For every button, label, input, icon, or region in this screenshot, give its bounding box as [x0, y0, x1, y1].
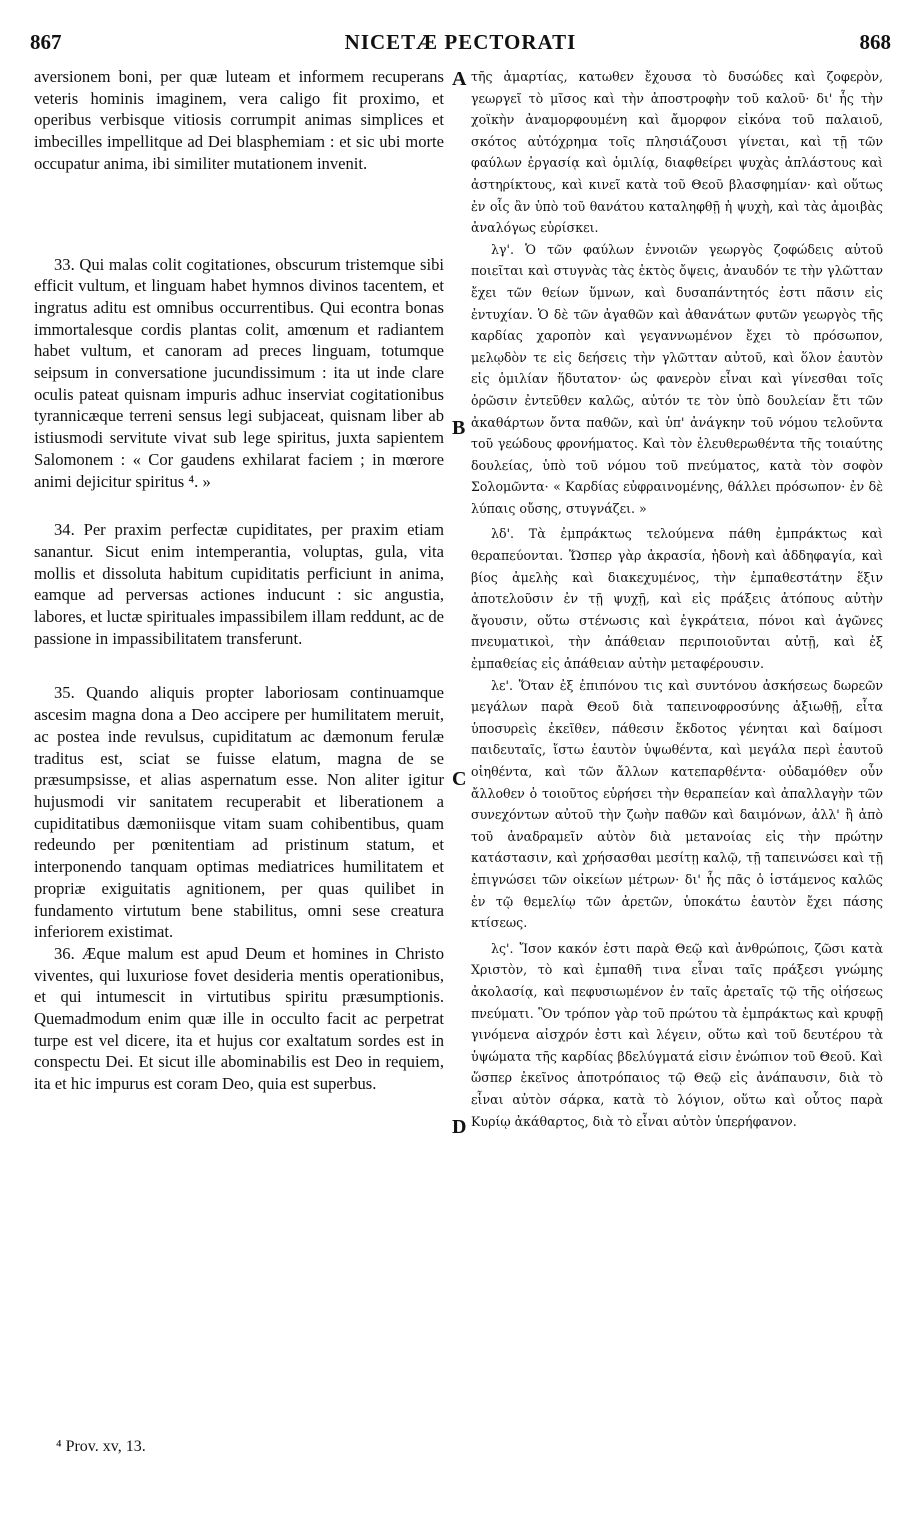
page-number-left: 867 — [30, 30, 62, 54]
margin-letter-c: C — [452, 768, 467, 790]
greek-paragraph-34: λδ'. Τὰ ἐμπράκτως τελούμενα πάθη ἐμπράκτως καὶ θεραπεύονται. Ὥσπερ γὰρ ἀκρασία, ἡδονὴ καὶ ἀδδηφαγία, καὶ βίος ἀμελὴς καὶ διακεχυμένος, τὴν ἐμπαθεστάτην ἕξιν ἀποτελοῦσιν ἐν τῇ ψυχῇ, καὶ εἰς πράξεις ἀτόπους αὐτὴν ἄγουσιν, οὕτω στένωσις καὶ ἐγκράτεια, πόνοι καὶ ἀγῶνες πνευματικοὶ, τὴν ἀπάθειαν περιποιοῦνται αὐτῇ, καὶ ἐξ ἐμπαθείας εἰς ἀπάθειαν αὐτὴν μεταφέρουσιν. — [471, 526, 883, 672]
margin-letter-d: D — [452, 1116, 467, 1138]
running-title: NICETÆ PECTORATI — [344, 30, 577, 54]
greek-paragraph-intro: τῆς ἁμαρτίας, κατωθεν ἔχουσα τὸ δυσώδες καὶ ζοφερὸν, γεωργεῖ τὸ μῖσος καὶ τὴν ἀποστροφὴν τοῦ καλοῦ· δι' ἧς τὴν χοϊκὴν ἀναμορφουμένη καὶ ἄμορφον εἰκόνα τοῦ παλαιοῦ, σκότος αὐτόχρημα τοῖς πλησιάζουσι γίνεται, καὶ τῇ τῶν φαύλων ἐργασίᾳ καὶ ὁμιλίᾳ, διαφθείρει ψυχὰς ἀπλάστους καὶ ἀστηρίκτους, καὶ κινεῖ κατὰ τοῦ Θεοῦ βλασφημίαν· καὶ οὕτως ἐν οἷς ἂν ὑπὸ τοῦ θανάτου καταληφθῇ ἡ ψυχὴ, καὶ τὰς ἀμοιβὰς ἀναλόγως εὑρίσκει. — [471, 69, 883, 236]
latin-paragraph-35: 35. Quando aliquis propter laboriosam continuamque ascesim magna dona a Deo accipere per humilitatem meruit, ac postea inde revulsus, cupiditatum ac dæmonum ferulæ traditus est, sciat se fuisse elatum, magna de se præsumpsisse, et alias aspernatum esse. Non aliter igitur hujusmodi vir sanitatem recuperabit et liberationem a cupiditatibus dæmoniisque vitam suam cohibentibus, quam redeundo per pœnitentiam ad pristinum statum, et interponendo tanquam optimas mediatrices humilitatem et propriæ exiguitatis agnitionem, per quas quilibet in fundamento virtutum bene stabilitus, omni sese creatura inferiorem existimat. — [34, 683, 444, 942]
greek-paragraph-33: λγ'. Ὁ τῶν φαύλων ἐννοιῶν γεωργὸς ζοφώδεις αὑτοῦ ποιεῖται καὶ στυγνὰς τὰς ἐκτὸς ὄψεις, ἀναυδόν τε τὴν γλῶτταν ἔχει τῶν θείων ὕμνων, καὶ δυσαπάντητός ἐστι πᾶσιν εἰς ἐντυχίαν. Ὁ δὲ τῶν ἀγαθῶν καὶ ἀθανάτων φυτῶν γεωργὸς τῆς καρδίας χαροπὸν καὶ γεγαννωμένον ἔχει τὸ πρόσωπον, μελῳδὸν τε εἰς δεήσεις τὴν γλῶτταν αὐτοῦ, καὶ ὅλον ἑαυτὸν εἰς ὁμιλίαν ἥδυτατον· ὡς φανερὸν εἶναι καὶ γίνεσθαι τοῖς ὁρῶσιν ἐντεῦθεν καλῶς, αὐτόν τε τὸν ὑπὸ δουλείαν ἔτι τῶν ἀκαθάρτων ὄντα παθῶν, καὶ ὑπ' ἀνάγκην τοῦ νόμου τελοῦντα τοῦ γεώδους φρονήματος. Καὶ τὸν ἐλευθερωθέντα τῆς τοιαύτης δουλείας, ὑπὸ τοῦ νόμου τοῦ πνεύματος, κατὰ τὸν σοφὸν Σολομῶντα· « Καρδίας εὐφραινομένης, θάλλει πρόσωπον· ἐν δὲ λύπαις οὔσης, στυγνάζει. » — [471, 241, 883, 516]
latin-paragraph-36: 36. Æque malum est apud Deum et homines in Christo viventes, qui luxuriose fovet desideria mentis operationibus, et qui intumescit in virtutibus spiritu præsumptionis. Quemadmodum enim quæ ille in occulto facit ac perpetrat turpe est vel dicere, ita et hujus cor exaltatum sordes est in conspectu Dei. Et sicut ille abominabilis est Deo in requiem, ita et hic impurus est coram Deo, quia est superbus. — [34, 943, 444, 1094]
page-header — [30, 30, 891, 60]
page-number-right: 868 — [859, 30, 891, 54]
margin-letter-b: B — [452, 417, 466, 439]
latin-column — [34, 66, 444, 1095]
latin-paragraph-34: 34. Per praxim perfectæ cupiditates, per praxim etiam sanantur. Sicut enim intemperantia, voluptas, gula, vita mollis et dissoluta habitum cupiditatis perficiunt in anima, eamque ad perversas actiones inducunt : sic angustia, labores, et luctæ spirituales impassibilem illam reddunt, ac de passione in impassibilitatem transferunt. — [34, 520, 444, 648]
latin-paragraph-33: 33. Qui malas colit cogitationes, obscurum tristemque sibi efficit vultum, et linguam habet hymnos divinos tacentem, et ingratus aditu est omnibus occurrentibus. Qui econtra bonas immortalesque cordis plantas colit, amœnum et radiantem habet vultum, et canoram ad preces linguam, totumque seipsum in conversatione jucundissimum : ita ut inde clare oculis pateat quisnam impuris adhuc inserviat cogitationibus tyrannicæque terreni sensus legi subjaceat, quisnam liber ab istiusmodi servitute vivat sub lege spiritus, juxta sapientem Salomonem : « Cor gaudens exhilarat faciem ; in mœrore animi dejicitur spiritus ⁴. » — [34, 254, 444, 491]
footnote: ⁴ Prov. xv, 13. — [56, 1438, 146, 1455]
greek-column — [471, 66, 883, 1132]
latin-paragraph-intro: aversionem boni, per quæ luteam et informem recuperans veteris hominis imaginem, vera caligo fit proximo, et operibus verbisque vitiosis corrumpit animas simplices et imbecilles impellitque ad Dei blasphemiam : et sic ubi morte occupatur anima, ibi similiter mutationem invenit. — [34, 67, 444, 173]
greek-paragraph-36: λς'. Ἴσον κακόν ἐστι παρὰ Θεῷ καὶ ἀνθρώποις, ζῶσι κατὰ Χριστὸν, τὸ καὶ ἐμπαθῆ τινα εἶναι ταῖς πράξεσι γνώμης ἀκολασίᾳ, καὶ πεφυσιωμένον ἐν ταῖς ἀρεταῖς τῷ τῆς οἰήσεως πνεύματι. Ὃν τρόπον γὰρ τοῦ πρώτου τὰ ἐμπράκτως καὶ κρυφῇ γινόμενα αἰσχρόν ἐστι καὶ λέγειν, οὕτω καὶ τοῦ δευτέρου τὰ ὑψώματα τῆς καρδίας βδελύγματά εἰσιν ἐνώπιον τοῦ Θεοῦ. Καὶ ὥσπερ ἐκεῖνος ἀποτρόπαιος τῷ Θεῷ εἰς ἀνάπαυσιν, διὰ τὸ εἶναι αὐτὸν σάρκα, κατὰ τὸ λόγιον, οὕτω καὶ οὗτος παρὰ Κυρίῳ ἀκάθαρτος, διὰ τὸ εἶναι αὐτὸν ὑπερήφανον. — [471, 940, 883, 1129]
margin-letter-a: A — [452, 68, 467, 90]
greek-paragraph-35: λε'. Ὅταν ἐξ ἐπιπόνου τις καὶ συντόνου ἀσκήσεως δωρεῶν μεγάλων παρὰ Θεοῦ διὰ ταπεινοφροσύνης ἀξιωθῇ, εἶτα ὑποσυρεὶς ἐκεῖθεν, πάθεσιν ἔκδοτος γένηται καὶ δαίμοσι παιδευταῖς, ἴστω ἑαυτὸν ὑψωθέντα, καὶ μεγάλα περὶ ἑαυτοῦ οἰηθέντα, καὶ τῶν ἄλλων κατεπαρθέντα· οὐδαμόθεν οὖν ἄλλοθεν ὁ τοιοῦτος εὑρήσει τὴν θεραπείαν καὶ ἀπαλλαγὴν τῶν συνεχόντων αὐτοῦ τὴν ζωὴν παθῶν καὶ δαιμόνων, ἀλλ' ἢ ἀπὸ τοῦ ἀναδραμεῖν αὐτὸν διὰ μετανοίας εἰς τὴν πρώτην κατάστασιν, καὶ χρήσασθαι μεσίτῃ καλῷ, τῇ ταπεινώσει καὶ τῇ ἐπιγνώσει τῶν οἰκείων μέτρων· δι' ἧς πᾶς ὁ ἱστάμενος καλῶς ἐν τῷ θεμελίῳ τῶν ἀρετῶν, ὑποκάτω ἑαυτὸν ἔχει πάσης κτίσεως. — [471, 677, 883, 931]
